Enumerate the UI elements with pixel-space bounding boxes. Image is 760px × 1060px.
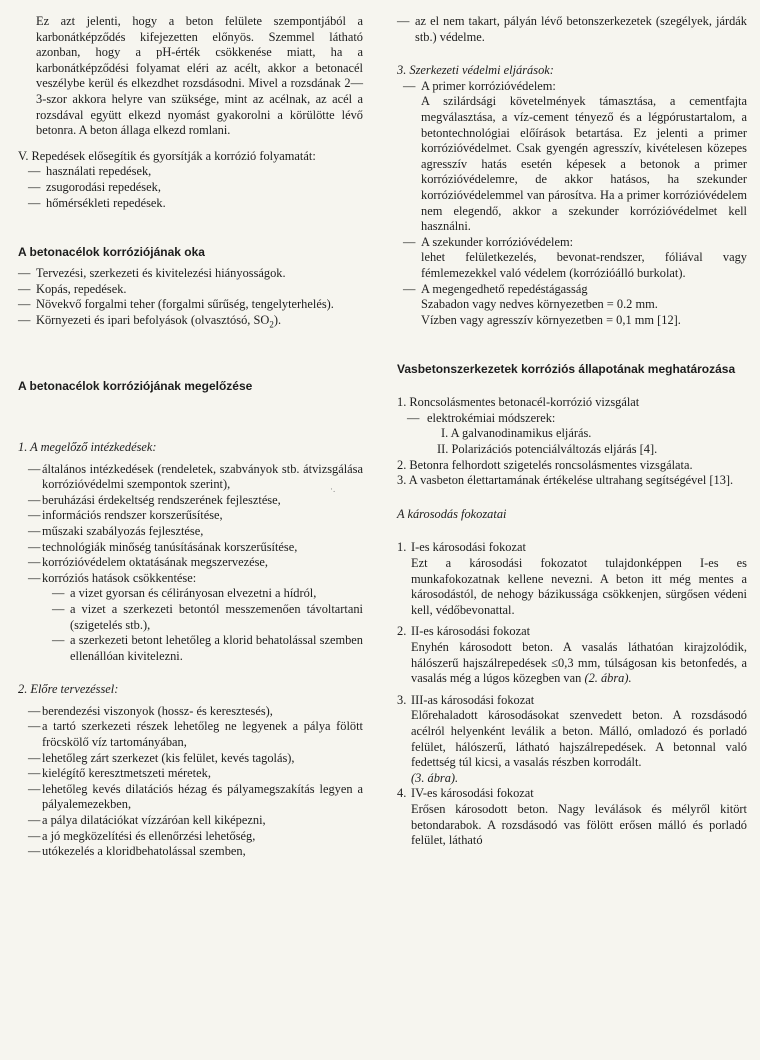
left-column: [18, 14, 363, 860]
measures-list: [18, 462, 363, 587]
causes-list: [18, 266, 363, 333]
list-item: — általános intézkedések (rendeletek, szabványok stb. átvizsgálása korrózióvédelmi szempontok szerint),: [18, 462, 363, 493]
scan-speck: ·.: [330, 484, 336, 494]
assessment-item-1: 1. Roncsolásmentes betonacél-korrózió vizsgálat: [397, 395, 640, 410]
primer-label: — A primer korrózióvédelem:: [403, 79, 747, 95]
list-item: — korróziós hatások csökkentése:: [18, 571, 363, 587]
list-item: — műszaki szabályozás fejlesztése,: [18, 524, 363, 540]
method-galvanodynamic: I. A galvanodinamikus eljárás.: [441, 426, 592, 441]
list-item: — elektrokémiai módszerek:: [397, 411, 747, 427]
damage-number: 3.: [397, 692, 407, 707]
section-3-title: 3. Szerkezeti védelmi eljárások:: [397, 63, 554, 78]
intro-paragraph: Ez azt jelenti, hogy a beton felülete szempontjából a karbonátképződés kifejezetten előnyös. Szemmel látható azonban, hogy a pH-érték csökkenése miatt, ha a karbonátképződési folyamat eléri az acélt, akkor a betonacél veszélybe kerül és elkezdhet rozsdásodni. Mivel a rozsdának 2—3-szor akkora helyre van szüksége, mint az acélnak, az acél a rozsdával együtt elkezd nyomást gyakorolni a körülötte lévő betonra. A beton állaga elkezd romlani.: [36, 14, 363, 138]
assessment-sublist: [397, 411, 747, 427]
heading-assessment: Vasbetonszerkezetek korróziós állapotának meghatározása: [397, 362, 736, 377]
damage-level-1: [397, 540, 747, 618]
list-item: — kielégítő keresztmetszeti méretek,: [18, 766, 363, 782]
figure-ref: (2. ábra).: [584, 671, 632, 686]
heading-damage-levels: A károsodás fokozatai: [397, 506, 507, 521]
list-item: — Növekvő forgalmi teher (forgalmi sűrűség, tengelyterhelés).: [18, 297, 363, 313]
design-list: [18, 704, 363, 860]
cracks-list: [18, 164, 363, 211]
list-item: — a tartó szerkezeti részek lehetőleg ne legyenek a pálya fölött fröcskölő víz tartományában,: [18, 719, 363, 750]
right-column: [397, 14, 747, 849]
damage-level-4: [397, 786, 747, 848]
damage-level-2: [397, 624, 747, 686]
so2-subscript: 2: [269, 319, 274, 330]
list-item: — a szerkezeti betont lehetőleg a klorid behatolással szemben ellenállóan kivitelezni.: [42, 633, 363, 664]
list-item: — korrózióvédelem oktatásának megszervezése,: [18, 555, 363, 571]
list-item: — a vizet a szerkezeti betontól messzemenően távoltartani (szigetelés stb.),: [42, 602, 363, 633]
method-polarization: II. Polarizációs potenciálváltozás eljárás [4].: [437, 442, 658, 457]
list-item: — berendezési viszonyok (hossz- és keresztesés),: [18, 704, 363, 720]
list-item: — a jó megközelítési és ellenőrzési lehetőség,: [18, 829, 363, 845]
list-item: — zsugorodási repedések,: [18, 180, 363, 196]
damage-title: II-es károsodási fokozat: [411, 624, 531, 639]
assessment-item-3: 3. A vasbeton élettartamának értékelése ultrahang segítségével [13].: [397, 473, 734, 488]
crack-width-block: [397, 282, 747, 329]
heading-causes: A betonacélok korróziójának oka: [18, 245, 205, 260]
heading-prevention: A betonacélok korróziójának megelőzése: [18, 378, 253, 393]
list-item: — technológiák minőség tanúsításának korszerűsítése,: [18, 540, 363, 556]
damage-title: IV-es károsodási fokozat: [411, 786, 534, 801]
list-item: — beruházási érdekeltség rendszerének fejlesztése,: [18, 493, 363, 509]
crack-width-label: — A megengedhető repedéstágasság: [403, 282, 747, 298]
secondary-text: lehet felületkezelés, bevonat-rendszer, fóliával vagy fémlemezekkel való védelem (korrózióálló burkolat).: [421, 250, 747, 280]
secondary-label-list: [403, 235, 747, 251]
list-item: — a vizet gyorsan és célirányosan elvezetni a hídról,: [42, 586, 363, 602]
list-item: [18, 313, 363, 333]
primer-label-list: [403, 79, 747, 95]
secondary-label: — A szekunder korrózióvédelem:: [403, 235, 747, 251]
figure-ref: (3. ábra).: [411, 770, 459, 785]
primer-text: A szilárdsági követelmények támasztása, a cementfajta megválasztása, a víz-cement tényező és a légpórustartalom, a betontechnológiai előírások betartása. Ez jelenti a primer korrózióvédelmet. Csak gyengén agresszív, kivételesen közepes agresszív hatás esetén képesek a betonok a primer korrózióvédelemre, de akkor hatásos, ha szekunder korrózióvédelemmel van párosítva. Ha a primer korrózióvédelem nem elegendő, akkor a szekunder korrózióvédelmet kell használni.: [421, 94, 747, 234]
damage-title: III-as károsodási fokozat: [411, 692, 535, 707]
damage-text: Ezt a károsodási fokozatot tulajdonképpen I-es es munkafokozatnak kellene nevezni. A beton itt még mentes a károsodástól, de nehogy bázikussága csökkenjen, sürgősen védeni kell, védőbevonattal.: [411, 556, 747, 617]
cause-tail: ).: [273, 312, 282, 327]
damage-number: 4.: [397, 786, 407, 801]
damage-level-3: [397, 693, 747, 787]
damage-text-body: Enyhén károsodott beton. A vasalás láthatóan kirajzolódik, hálószerű hajszálrepedések ≤0,3 mm, túlságosan kis betonfedés, a vasalás még a lúgos közegben van: [411, 640, 747, 686]
crack-width-label-list: [403, 282, 747, 298]
list-item: — Tervezési, szerkezeti és kivitelezési hiányosságok.: [18, 266, 363, 282]
section-1-title: 1. A megelőző intézkedések:: [18, 439, 157, 454]
damage-text: [411, 640, 747, 687]
list-item: — használati repedések,: [18, 164, 363, 180]
list-item: — az el nem takart, pályán lévő betonszerkezetek (szegélyek, járdák stb.) védelme.: [397, 14, 747, 45]
damage-number: 1.: [397, 540, 407, 555]
damage-text: Előrehaladott károsodásokat szenvedett beton. A rozsdásodó acélról helyenként leválik a beton. Málló, omladozó és porladó felület, hálószerű, látható hajszálrepedések. A betonnal való fedettség túl kicsi, a vasalás részben korrodált.: [411, 708, 747, 770]
damage-number: 2.: [397, 624, 407, 639]
secondary-block: [397, 235, 747, 282]
cause-text: Környezeti és ipari befolyások (olvasztósó, SO: [36, 312, 270, 327]
list-item: — utókezelés a kloridbehatolással szemben,: [18, 844, 363, 860]
list-item: — lehetőleg kevés dilatációs hézag és pályamegszakítás legyen a pályalemezekben,: [18, 782, 363, 813]
list-item: — hőmérsékleti repedések.: [18, 196, 363, 212]
list-item: — Kopás, repedések.: [18, 282, 363, 298]
damage-title: I-es károsodási fokozat: [411, 540, 526, 555]
corrosion-effects-sublist: [42, 586, 363, 664]
damage-text: Erősen károsodott beton. Nagy leválások és mélyről kitört betondarabok. A rozsdásodó vas fölött erősen málló és porladó felület, látható: [411, 801, 747, 848]
section-2-title: 2. Előre tervezéssel:: [18, 682, 119, 697]
assessment-item-2: 2. Betonra felhordott szigetelés roncsolásmentes vizsgálata.: [397, 457, 693, 472]
list-item: — információs rendszer korszerűsítése,: [18, 508, 363, 524]
list-item: — lehetőleg zárt szerkezet (kis felület, kevés tagolás),: [18, 751, 363, 767]
primer-block: [397, 79, 747, 235]
list-item: — a pálya dilatációkat vízzáróan kell kiképezni,: [18, 813, 363, 829]
continued-list: [397, 14, 747, 45]
item-v: V. Repedések elősegítik és gyorsítják a korrózió folyamatát:: [18, 148, 316, 163]
crack-width-dry: Szabadon vagy nedves környezetben = 0.2 mm.: [421, 297, 658, 312]
crack-width-wet: Vízben vagy agresszív környezetben = 0,1 mm [12].: [421, 312, 681, 327]
